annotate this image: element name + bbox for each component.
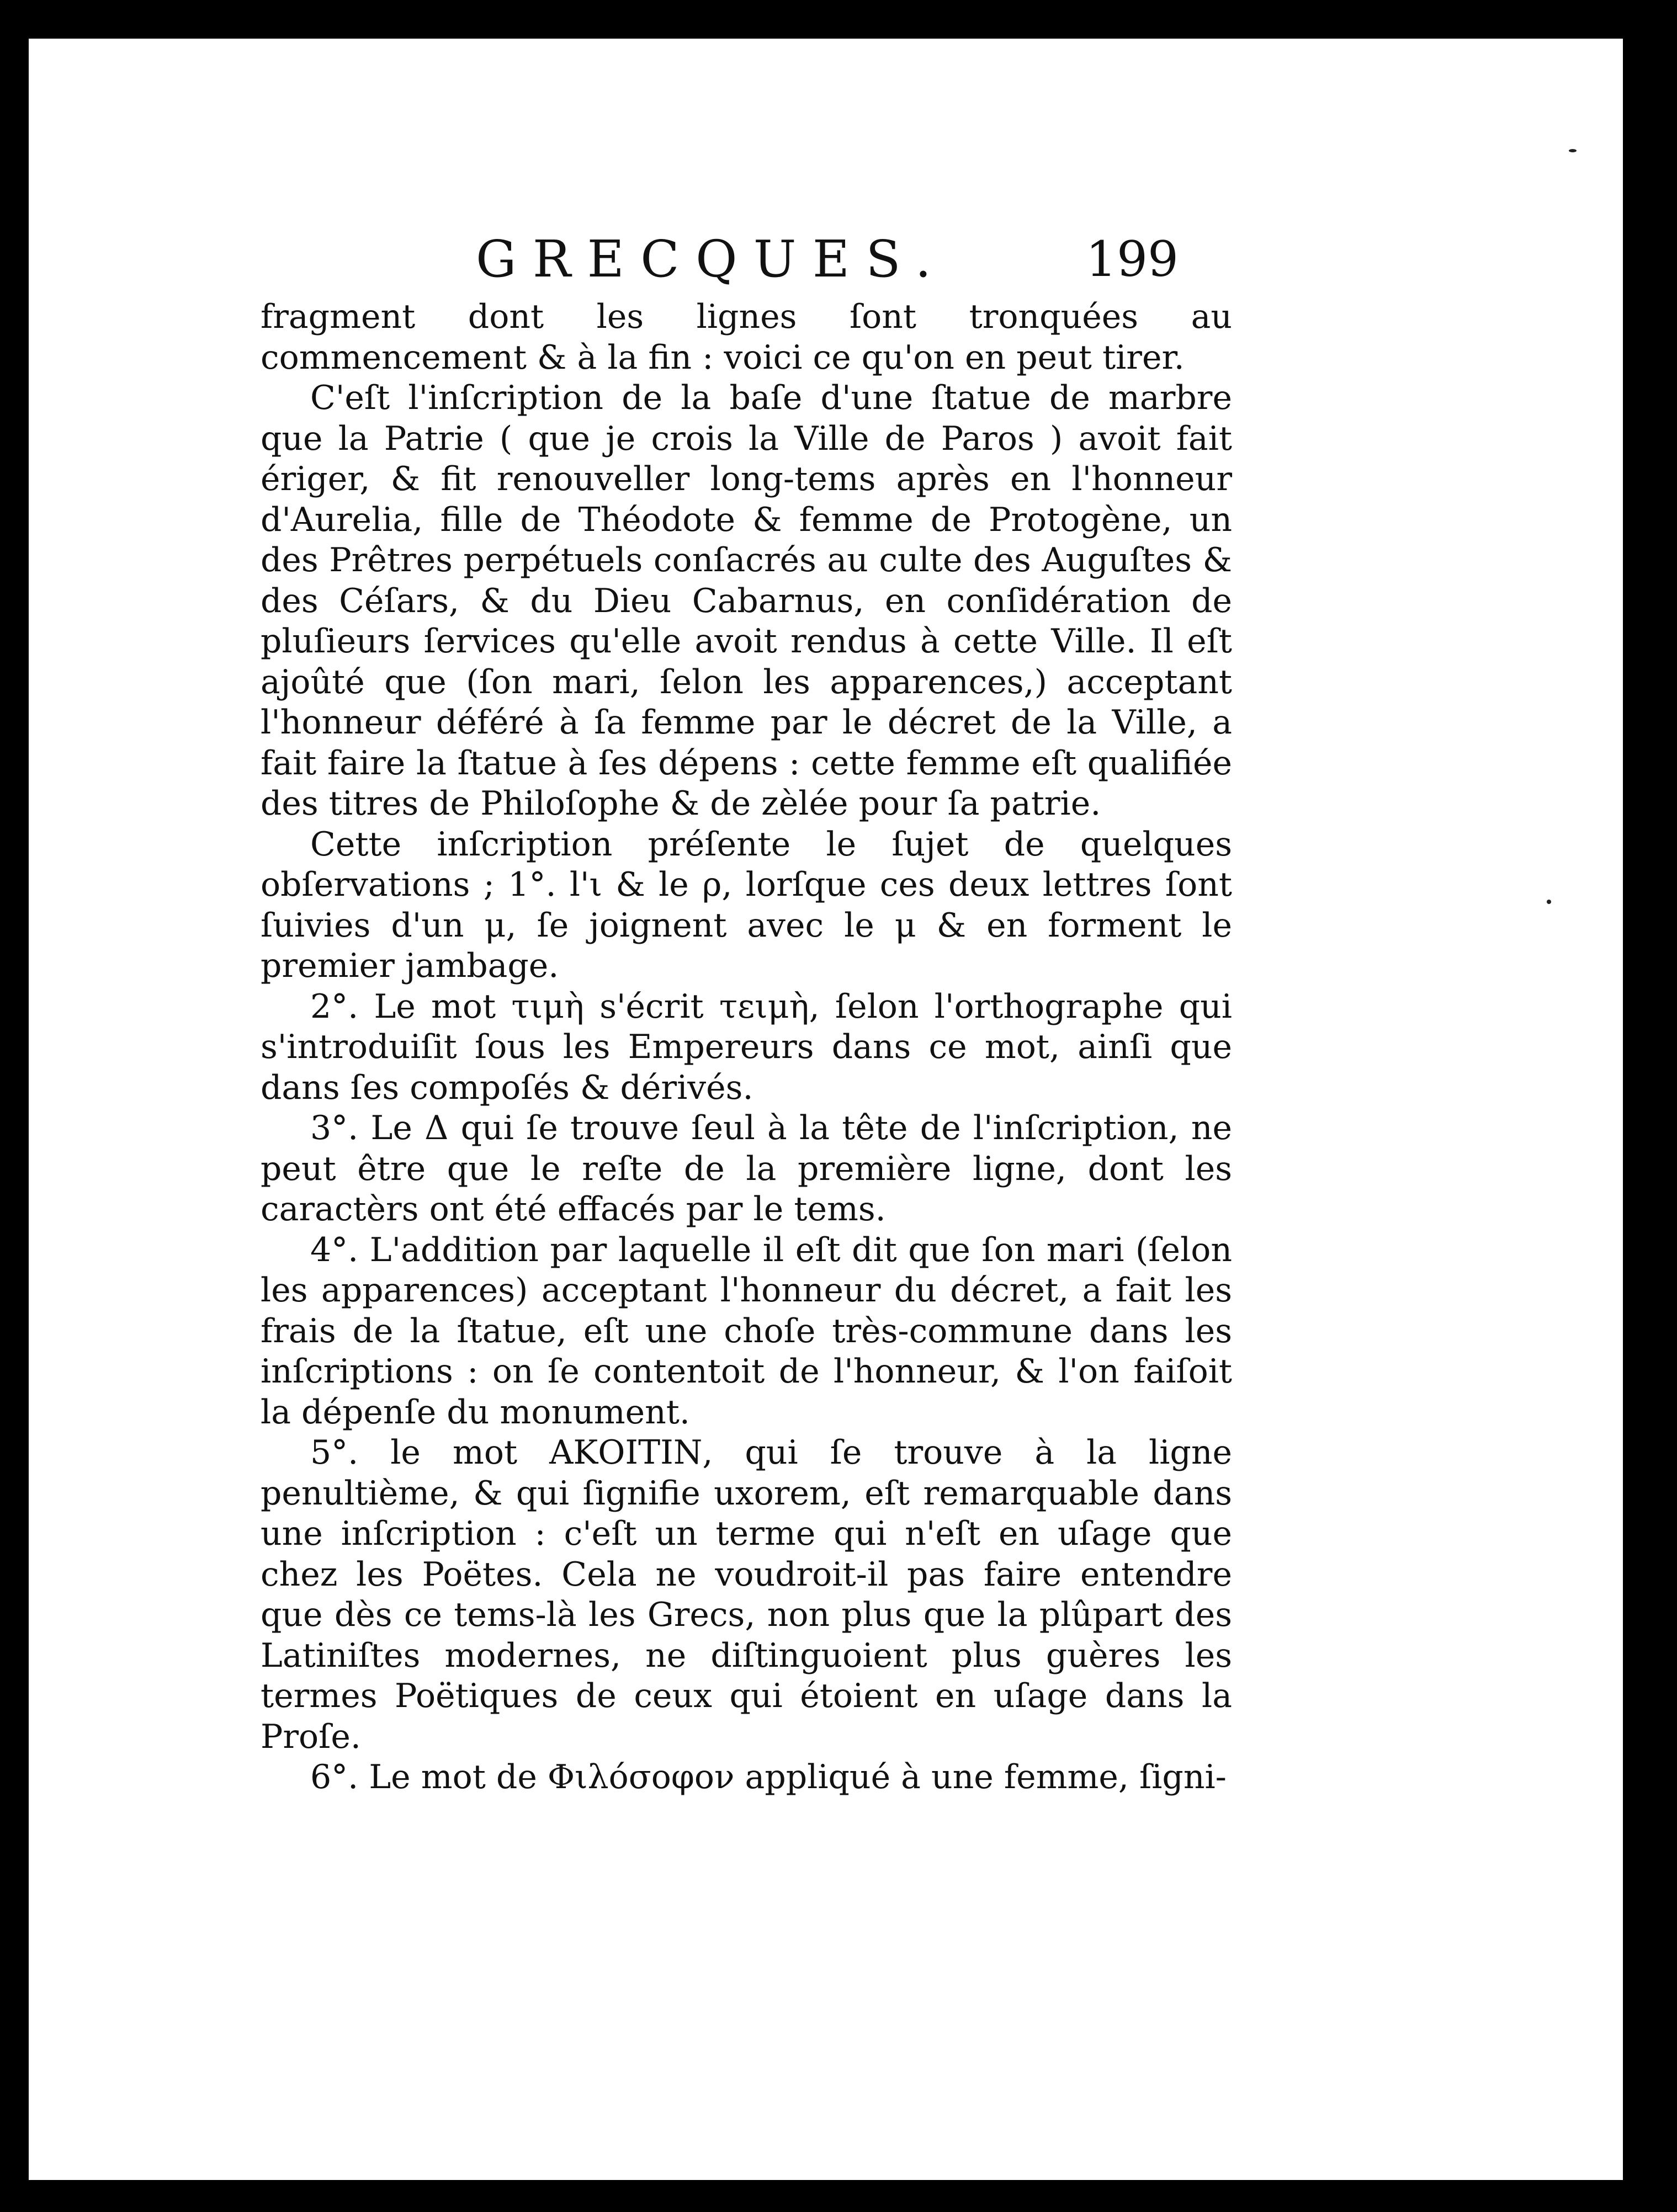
paragraph: 2°. Le mot τιμὴ s'écrit τειμὴ, ſelon l'orthographe qui s'introduiſit ſous les Empereurs dans ce mot, ainſi que dans ſes compoſés & dérivés. — [261, 987, 1232, 1107]
running-title: GRECQUES. — [476, 230, 948, 289]
paragraph: 4°. L'addition par laquelle il eſt dit que ſon mari (ſelon les apparences) acceptant l'honneur du décret, a fait les frais de la ſtatue, eſt une choſe très-commune dans les inſcriptions : on ſe contentoit de l'honneur, & l'on faiſoit la dépenſe du monument. — [261, 1230, 1232, 1432]
book-page — [29, 39, 1623, 2180]
paragraph: 6°. Le mot de Φιλόσοφον appliqué à une femme, ſigni- — [310, 1758, 1227, 1796]
paragraph: Cette inſcription préſente le ſujet de quelques obſervations ; 1°. l'ι & le ρ, lorſque ces deux lettres ſont ſuivies d'un μ, ſe joignent avec le μ & en forment le premier jambage. — [261, 825, 1232, 985]
paragraph: 3°. Le Δ qui ſe trouve ſeul à la tête de l'inſcription, ne peut être que le reſte de la première ligne, dont les caractèrs ont été effacés par le tems. — [261, 1109, 1232, 1229]
scan-border — [1623, 0, 1677, 2212]
body-text — [261, 297, 1232, 1798]
running-head — [29, 221, 1623, 298]
paragraph: fragment dont les lignes ſont tronquées au commencement & à la fin : voici ce qu'on en peut tirer. — [261, 297, 1232, 377]
scan-speck — [1569, 149, 1577, 152]
paragraph: 5°. le mot ΑΚΟΙΤΙΝ, qui ſe trouve à la ligne penultième, & qui ſignifie uxorem, eſt remarquable dans une inſcription : c'eſt un terme qui n'eſt en uſage que chez les Poëtes. Cela ne voudroit-il pas faire entendre que dès ce tems-là les Grecs, non plus que la plûpart des Latiniſtes modernes, ne diſtinguoient plus guères les termes Poëtiques de ceux qui étoient en uſage dans la Proſe. — [261, 1433, 1232, 1756]
scan-speck — [1547, 900, 1551, 904]
paragraph: C'eſt l'inſcription de la baſe d'une ſtatue de marbre que la Patrie ( que je crois la Ville de Paros ) avoit fait ériger, & fit renouveller long-tems après en l'honneur d'Aurelia, fille de Théodote & femme de Protogène, un des Prêtres perpétuels conſacrés au culte des Auguſtes & des Céſars, & du Dieu Cabarnus, en conſidération de pluſieurs ſervices qu'elle avoit rendus à cette Ville. Il eſt ajoûté que (ſon mari, ſelon les apparences,) acceptant l'honneur déféré à ſa femme par le décret de la Ville, a fait faire la ſtatue à ſes dépens : cette femme eſt qualifiée des titres de Philoſophe & de zèlée pour ſa patrie. — [261, 379, 1232, 823]
page-number: 199 — [1086, 231, 1179, 288]
